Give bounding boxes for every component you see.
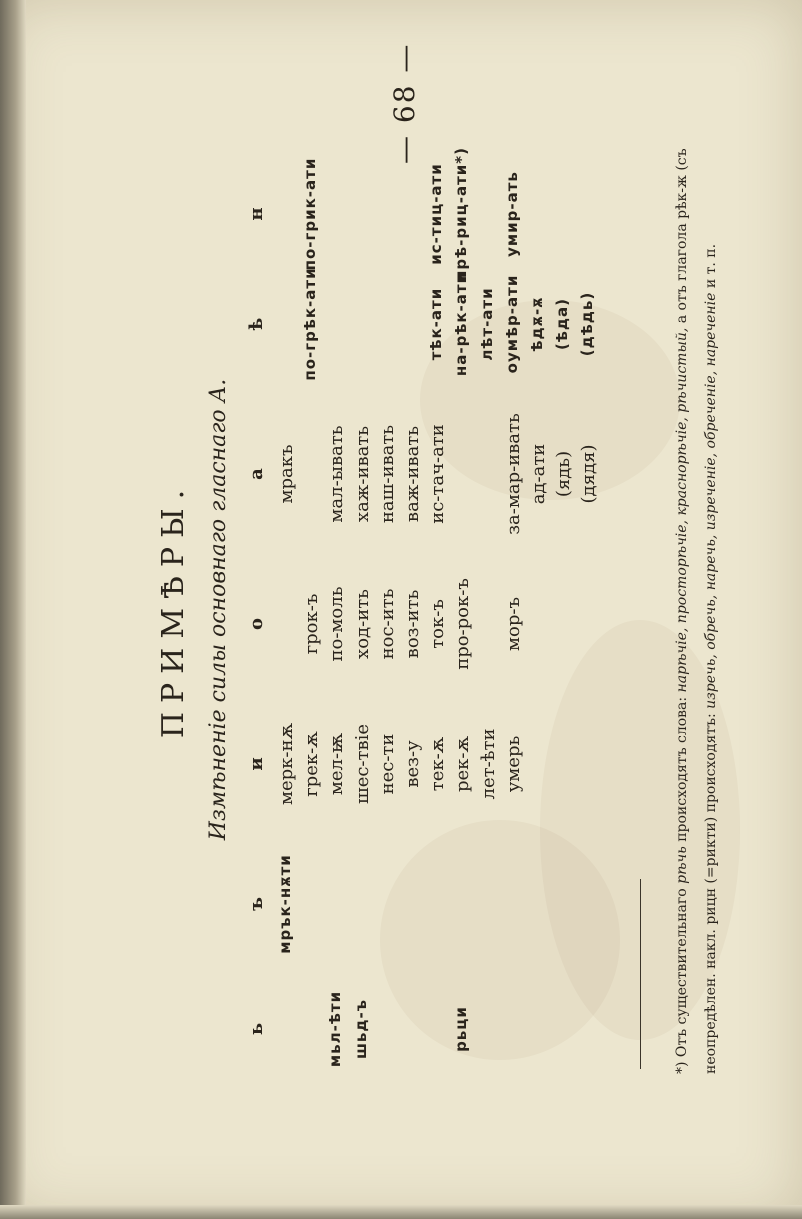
table-cell: за-мар-ивать — [502, 413, 524, 535]
footnote-text: *) Отъ существительнаго — [674, 883, 690, 1074]
table-cell: ис-тач-ати — [427, 424, 449, 524]
table-cell: вез-у — [402, 740, 423, 788]
table-cell: нос-ить — [376, 588, 398, 660]
footnote — [668, 54, 726, 1074]
table-cell: грок-ъ — [301, 593, 323, 655]
table-cell: (дѣдь) — [578, 291, 597, 357]
table-cell: ход-ить — [351, 589, 373, 659]
table-cell: по-грѣк-ати — [301, 267, 320, 381]
table-cell: мракъ — [276, 444, 297, 504]
table-cell: по-моль — [326, 586, 348, 662]
footnote-text: неопредѣлен. накл. рицн (=рикти) происходятъ: — [703, 708, 719, 1074]
table-cell: ис-тиц-ати — [427, 163, 446, 265]
table-cell: грек-ѫ — [301, 731, 323, 797]
table-cell: ток-ъ — [427, 599, 449, 649]
table-cell: (ядь) — [553, 450, 575, 498]
footnote-line-1 — [668, 54, 697, 1074]
table-cell: мерк-нѫ — [276, 722, 297, 806]
table-cell: мор-ъ — [502, 597, 524, 651]
table-cell: наш-ивать — [376, 424, 398, 524]
column-header: ь — [246, 1022, 267, 1036]
footnote-italic: нарѣчіе, просторѣчіе, краснорѣчіе, рѣчистый, — [674, 327, 690, 693]
column-header: н — [246, 207, 267, 221]
column-header: о — [246, 617, 267, 631]
table-cell: мал-ывать — [326, 425, 348, 523]
table-cell: хаж-ивать — [351, 425, 373, 523]
table-cell: воз-ить — [402, 589, 423, 659]
column-header: а — [246, 468, 267, 480]
table-cell: мрък-нѫти — [276, 854, 294, 954]
table-cell: прѣ-риц-ати*) — [452, 147, 471, 281]
table-cell: (дядя) — [578, 444, 600, 504]
page-subtitle: Измѣненіе силы основнаго гласнаго А. — [206, 378, 231, 841]
footnote-line-2 — [697, 54, 726, 1074]
footnote-rule — [640, 879, 641, 1069]
table-cell: лѣт-ати — [477, 287, 496, 361]
table-cell: на-рѣк-ати — [452, 271, 471, 377]
table-cell: (ѣда) — [553, 298, 572, 350]
footnote-text: происходятъ слова: — [674, 692, 690, 847]
table-cell: тек-ѫ — [427, 736, 449, 792]
table-cell: ѣдѫ-ѫ — [528, 296, 546, 352]
page-title: ПРИМѢРЫ. — [156, 480, 191, 739]
page-number: — 68 — — [388, 42, 421, 164]
table-cell: тѣк-ати — [427, 287, 446, 361]
table-cell: про-рок-ъ — [452, 578, 474, 670]
column-header: ѣ — [246, 317, 267, 331]
table-cell: рьци — [452, 1006, 471, 1052]
table-cell: шес-твіе — [351, 723, 373, 805]
table-cell: ад-ати — [528, 443, 549, 505]
table-cell: шьд-ъ — [351, 998, 370, 1060]
table-cell: умерь — [502, 735, 524, 793]
table-cell: мьл-ѣти — [326, 990, 345, 1068]
footnote-text: а отъ глагола рѣк-ж (съ — [674, 148, 690, 328]
table-cell: мел-ѭ — [326, 732, 348, 796]
table-cell: нес-ти — [376, 733, 398, 795]
column-header: и — [246, 757, 267, 771]
column-header: ъ — [246, 897, 267, 911]
footnote-italic: рѣчь — [674, 846, 690, 884]
table-cell: лет-ѣти — [477, 728, 499, 800]
footnote-italic: изречь, обречь, наречь, изреченіе, обреченіе, нареченіе — [703, 292, 719, 709]
table-cell: рек-ѫ — [452, 735, 474, 793]
table-cell: умир-ать — [502, 171, 521, 257]
table-cell: оумѣр-ати — [502, 274, 521, 374]
footnote-text: и т. п. — [703, 243, 719, 293]
table-cell: важ-ивать — [402, 425, 423, 523]
table-cell: по-грик-ати — [301, 157, 320, 271]
